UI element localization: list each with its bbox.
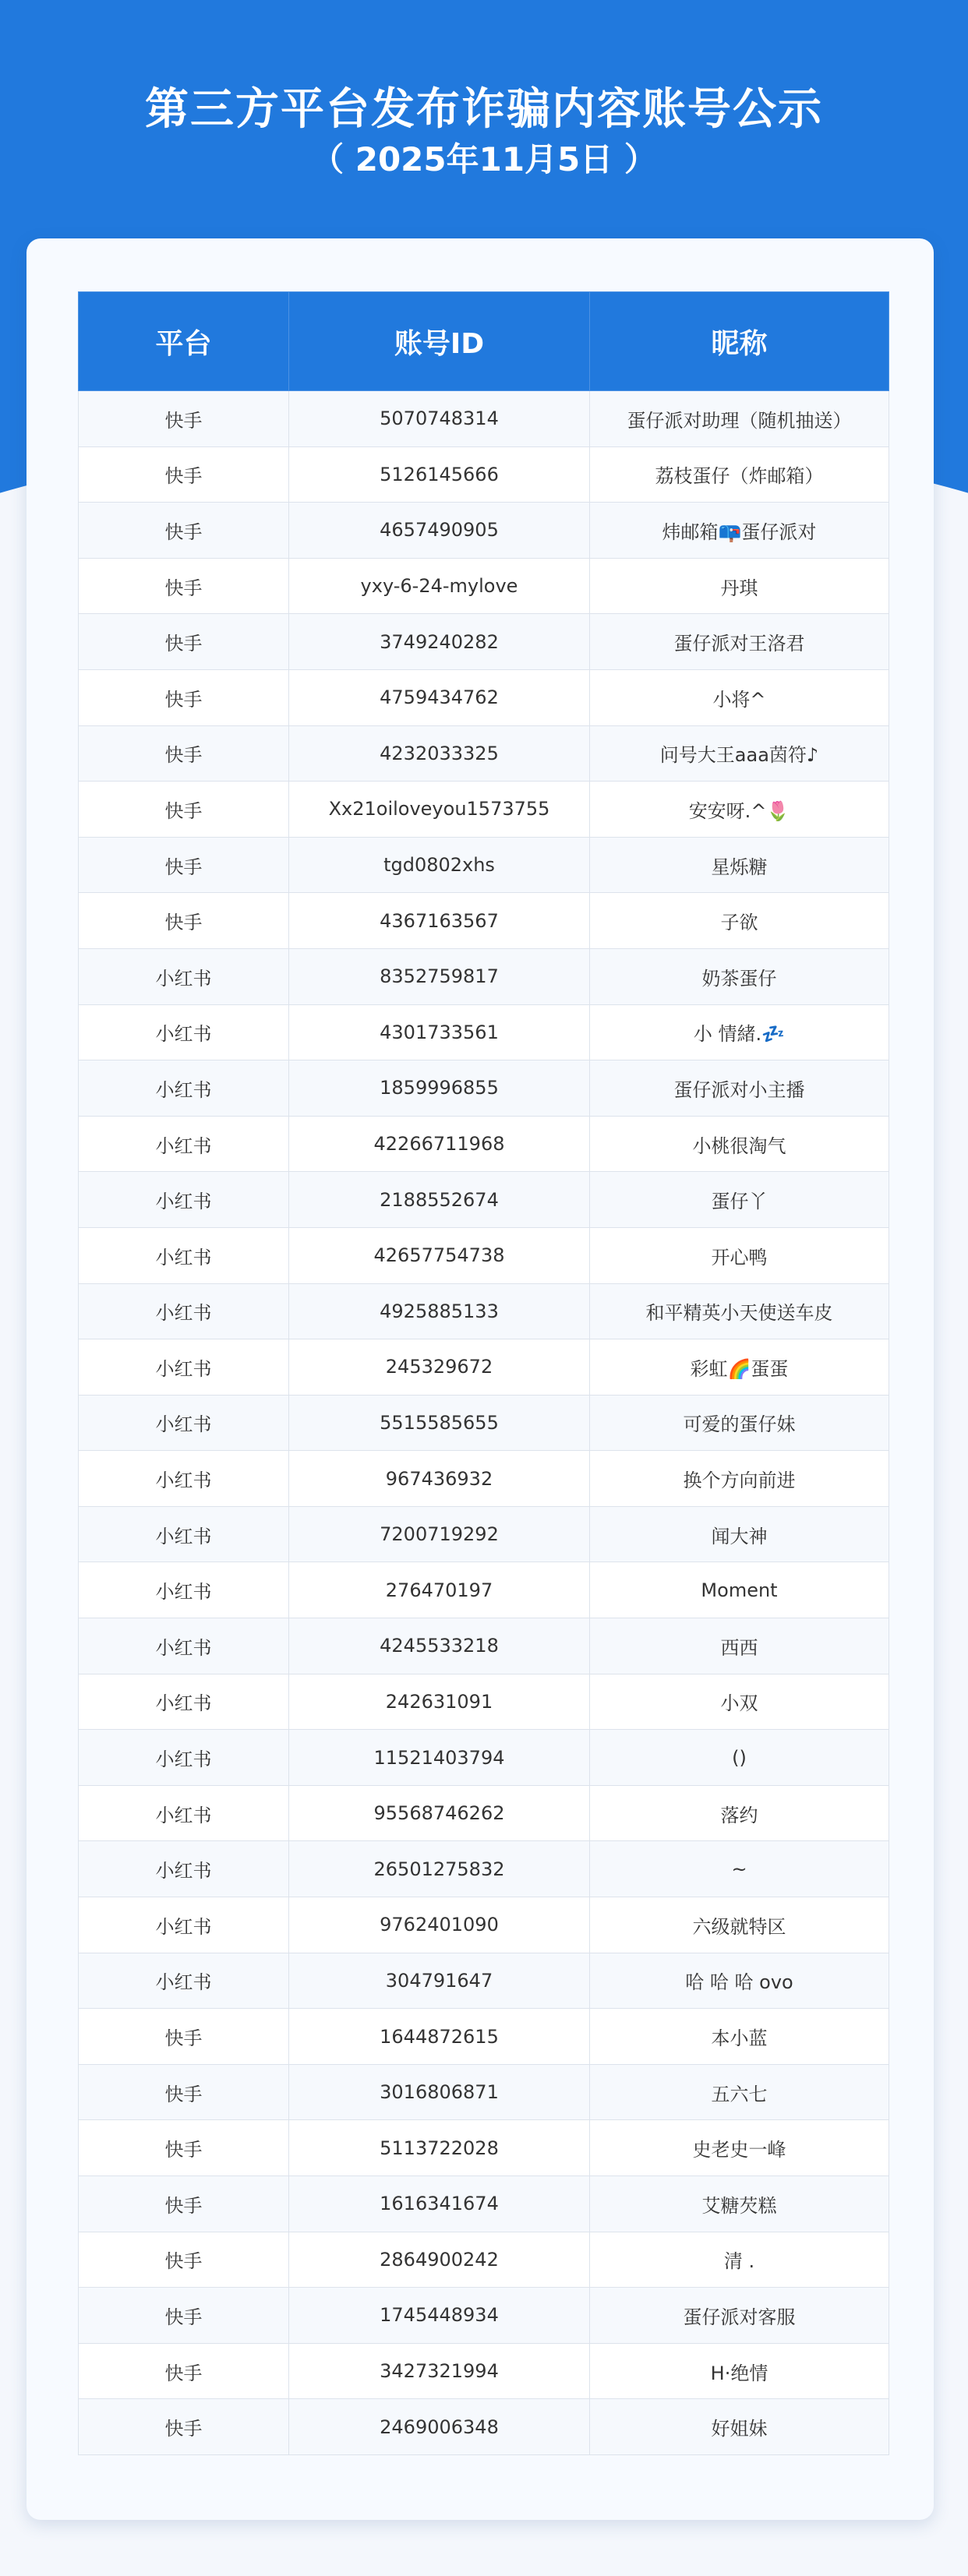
table-row xyxy=(79,558,889,614)
cell-nickname: 荔枝蛋仔（炸邮箱） xyxy=(590,446,889,503)
cell-account-id: 8352759817 xyxy=(289,948,590,1004)
table-row xyxy=(79,1451,889,1507)
cell-platform: 小红书 xyxy=(79,1953,289,2009)
cell-platform: 小红书 xyxy=(79,1227,289,1283)
table-row xyxy=(79,1227,889,1283)
table-row xyxy=(79,1841,889,1897)
cell-nickname: 好姐妹 xyxy=(590,2399,889,2455)
cell-nickname: 彩虹🌈蛋蛋 xyxy=(590,1339,889,1396)
cell-account-id: 4657490905 xyxy=(289,503,590,559)
cell-account-id: 5113722028 xyxy=(289,2120,590,2176)
cell-platform: 快手 xyxy=(79,558,289,614)
cell-platform: 快手 xyxy=(79,446,289,503)
table-row xyxy=(79,1506,889,1562)
table-row xyxy=(79,1004,889,1060)
cell-nickname: 闻大神 xyxy=(590,1506,889,1562)
table-row xyxy=(79,948,889,1004)
table-row xyxy=(79,1116,889,1172)
cell-nickname: Moment xyxy=(590,1562,889,1618)
table-row xyxy=(79,2232,889,2288)
table-row xyxy=(79,1060,889,1117)
cell-nickname: 蛋仔派对王洛君 xyxy=(590,614,889,670)
cell-account-id: 4301733561 xyxy=(289,1004,590,1060)
table-row xyxy=(79,782,889,838)
cell-account-id: 304791647 xyxy=(289,1953,590,2009)
cell-account-id: 2188552674 xyxy=(289,1172,590,1228)
table-row xyxy=(79,2064,889,2120)
cell-nickname: 星烁糖 xyxy=(590,837,889,893)
cell-nickname: 本小蓝 xyxy=(590,2009,889,2065)
cell-account-id: 3016806871 xyxy=(289,2064,590,2120)
cell-nickname: 问号大王aaa茵符♪ xyxy=(590,725,889,782)
cell-platform: 小红书 xyxy=(79,1897,289,1953)
table-row xyxy=(79,893,889,949)
table-row xyxy=(79,446,889,503)
cell-nickname: () xyxy=(590,1730,889,1786)
cell-platform: 快手 xyxy=(79,669,289,725)
table-row xyxy=(79,669,889,725)
cell-platform: 小红书 xyxy=(79,1172,289,1228)
table-row xyxy=(79,503,889,559)
cell-account-id: 5126145666 xyxy=(289,446,590,503)
cell-nickname: 落约 xyxy=(590,1785,889,1841)
cell-account-id: 4367163567 xyxy=(289,893,590,949)
cell-nickname: 蛋仔派对助理（随机抽送） xyxy=(590,391,889,447)
table-row xyxy=(79,2343,889,2399)
cell-account-id: 3749240282 xyxy=(289,614,590,670)
cell-platform: 快手 xyxy=(79,2343,289,2399)
cell-platform: 快手 xyxy=(79,893,289,949)
cell-nickname: 子欲 xyxy=(590,893,889,949)
table-row xyxy=(79,837,889,893)
table-row xyxy=(79,1674,889,1730)
cell-account-id: Xx21oiloveyou1573755 xyxy=(289,782,590,838)
table-row xyxy=(79,2009,889,2065)
page-date: （ 2025年11月5日 ） xyxy=(311,140,657,178)
cell-nickname: 蛋仔派对客服 xyxy=(590,2288,889,2344)
table-row xyxy=(79,2120,889,2176)
cell-platform: 小红书 xyxy=(79,1562,289,1618)
cell-account-id: 1616341674 xyxy=(289,2176,590,2232)
table-row xyxy=(79,391,889,447)
fraud-accounts-table xyxy=(78,291,889,2455)
column-header-platform: 平台 xyxy=(79,292,289,391)
column-header-nickname: 昵称 xyxy=(590,292,889,391)
cell-account-id: 276470197 xyxy=(289,1562,590,1618)
cell-platform: 快手 xyxy=(79,2232,289,2288)
table-row xyxy=(79,1730,889,1786)
cell-account-id: 3427321994 xyxy=(289,2343,590,2399)
cell-nickname: 开心鸭 xyxy=(590,1227,889,1283)
cell-nickname: 和平精英小天使送车皮 xyxy=(590,1283,889,1339)
cell-account-id: 1859996855 xyxy=(289,1060,590,1117)
cell-account-id: 4925885133 xyxy=(289,1283,590,1339)
cell-nickname: H·绝情 xyxy=(590,2343,889,2399)
cell-platform: 小红书 xyxy=(79,1116,289,1172)
cell-platform: 快手 xyxy=(79,614,289,670)
table-header-row xyxy=(79,292,889,391)
cell-account-id: 95568746262 xyxy=(289,1785,590,1841)
cell-account-id: 5070748314 xyxy=(289,391,590,447)
table-row xyxy=(79,1897,889,1953)
cell-platform: 快手 xyxy=(79,2176,289,2232)
cell-platform: 快手 xyxy=(79,2009,289,2065)
cell-account-id: 2469006348 xyxy=(289,2399,590,2455)
cell-account-id: tgd0802xhs xyxy=(289,837,590,893)
table-row xyxy=(79,614,889,670)
cell-platform: 小红书 xyxy=(79,1395,289,1451)
table-row xyxy=(79,1562,889,1618)
cell-account-id: 7200719292 xyxy=(289,1506,590,1562)
table-row xyxy=(79,1172,889,1228)
cell-account-id: 1644872615 xyxy=(289,2009,590,2065)
cell-account-id: 11521403794 xyxy=(289,1730,590,1786)
cell-platform: 快手 xyxy=(79,503,289,559)
cell-platform: 快手 xyxy=(79,782,289,838)
cell-nickname: 小将^ xyxy=(590,669,889,725)
cell-platform: 小红书 xyxy=(79,1730,289,1786)
cell-platform: 小红书 xyxy=(79,1618,289,1674)
cell-nickname: 丹琪 xyxy=(590,558,889,614)
cell-account-id: 4232033325 xyxy=(289,725,590,782)
cell-platform: 快手 xyxy=(79,391,289,447)
cell-platform: 快手 xyxy=(79,2399,289,2455)
cell-platform: 快手 xyxy=(79,2064,289,2120)
cell-account-id: 42657754738 xyxy=(289,1227,590,1283)
table-row xyxy=(79,725,889,782)
table-row xyxy=(79,1395,889,1451)
cell-nickname: 西西 xyxy=(590,1618,889,1674)
cell-platform: 快手 xyxy=(79,2120,289,2176)
cell-nickname: ~ xyxy=(590,1841,889,1897)
cell-platform: 快手 xyxy=(79,837,289,893)
table-row xyxy=(79,1953,889,2009)
cell-account-id: 967436932 xyxy=(289,1451,590,1507)
cell-nickname: 六级就特区 xyxy=(590,1897,889,1953)
cell-nickname: 艾糖芡糕 xyxy=(590,2176,889,2232)
cell-platform: 快手 xyxy=(79,2288,289,2344)
table-body xyxy=(79,391,889,2455)
cell-nickname: 可爱的蛋仔妹 xyxy=(590,1395,889,1451)
table-row xyxy=(79,1283,889,1339)
cell-nickname: 小桃很淘气 xyxy=(590,1116,889,1172)
cell-platform: 小红书 xyxy=(79,1674,289,1730)
cell-platform: 小红书 xyxy=(79,1060,289,1117)
cell-nickname: 换个方向前进 xyxy=(590,1451,889,1507)
cell-account-id: 9762401090 xyxy=(289,1897,590,1953)
table-row xyxy=(79,2176,889,2232)
cell-nickname: 蛋仔派对小主播 xyxy=(590,1060,889,1117)
cell-nickname: 小双 xyxy=(590,1674,889,1730)
cell-account-id: 242631091 xyxy=(289,1674,590,1730)
table-card xyxy=(26,238,934,2520)
column-header-account-id: 账号ID xyxy=(289,292,590,391)
cell-account-id: 245329672 xyxy=(289,1339,590,1396)
cell-nickname: 炜邮箱📪蛋仔派对 xyxy=(590,503,889,559)
cell-account-id: 2864900242 xyxy=(289,2232,590,2288)
cell-nickname: 小 情緒.💤 xyxy=(590,1004,889,1060)
cell-nickname: 蛋仔丫 xyxy=(590,1172,889,1228)
table-row xyxy=(79,2399,889,2455)
page-title: 第三方平台发布诈骗内容账号公示 xyxy=(145,84,823,135)
cell-platform: 小红书 xyxy=(79,1841,289,1897)
cell-nickname: 哈 哈 哈 ovo xyxy=(590,1953,889,2009)
cell-account-id: 42266711968 xyxy=(289,1116,590,1172)
cell-account-id: yxy-6-24-mylove xyxy=(289,558,590,614)
cell-nickname: 清 . xyxy=(590,2232,889,2288)
cell-nickname: 安安呀.^🌷 xyxy=(590,782,889,838)
cell-account-id: 26501275832 xyxy=(289,1841,590,1897)
cell-platform: 快手 xyxy=(79,725,289,782)
table-row xyxy=(79,1339,889,1396)
cell-nickname: 史老史一峰 xyxy=(590,2120,889,2176)
table-row xyxy=(79,1618,889,1674)
table-row xyxy=(79,1785,889,1841)
cell-nickname: 五六七 xyxy=(590,2064,889,2120)
cell-platform: 小红书 xyxy=(79,1506,289,1562)
cell-account-id: 5515585655 xyxy=(289,1395,590,1451)
cell-platform: 小红书 xyxy=(79,948,289,1004)
cell-platform: 小红书 xyxy=(79,1339,289,1396)
cell-platform: 小红书 xyxy=(79,1004,289,1060)
cell-platform: 小红书 xyxy=(79,1283,289,1339)
cell-platform: 小红书 xyxy=(79,1451,289,1507)
cell-nickname: 奶茶蛋仔 xyxy=(590,948,889,1004)
table-row xyxy=(79,2288,889,2344)
cell-platform: 小红书 xyxy=(79,1785,289,1841)
cell-account-id: 4245533218 xyxy=(289,1618,590,1674)
cell-account-id: 1745448934 xyxy=(289,2288,590,2344)
cell-account-id: 4759434762 xyxy=(289,669,590,725)
